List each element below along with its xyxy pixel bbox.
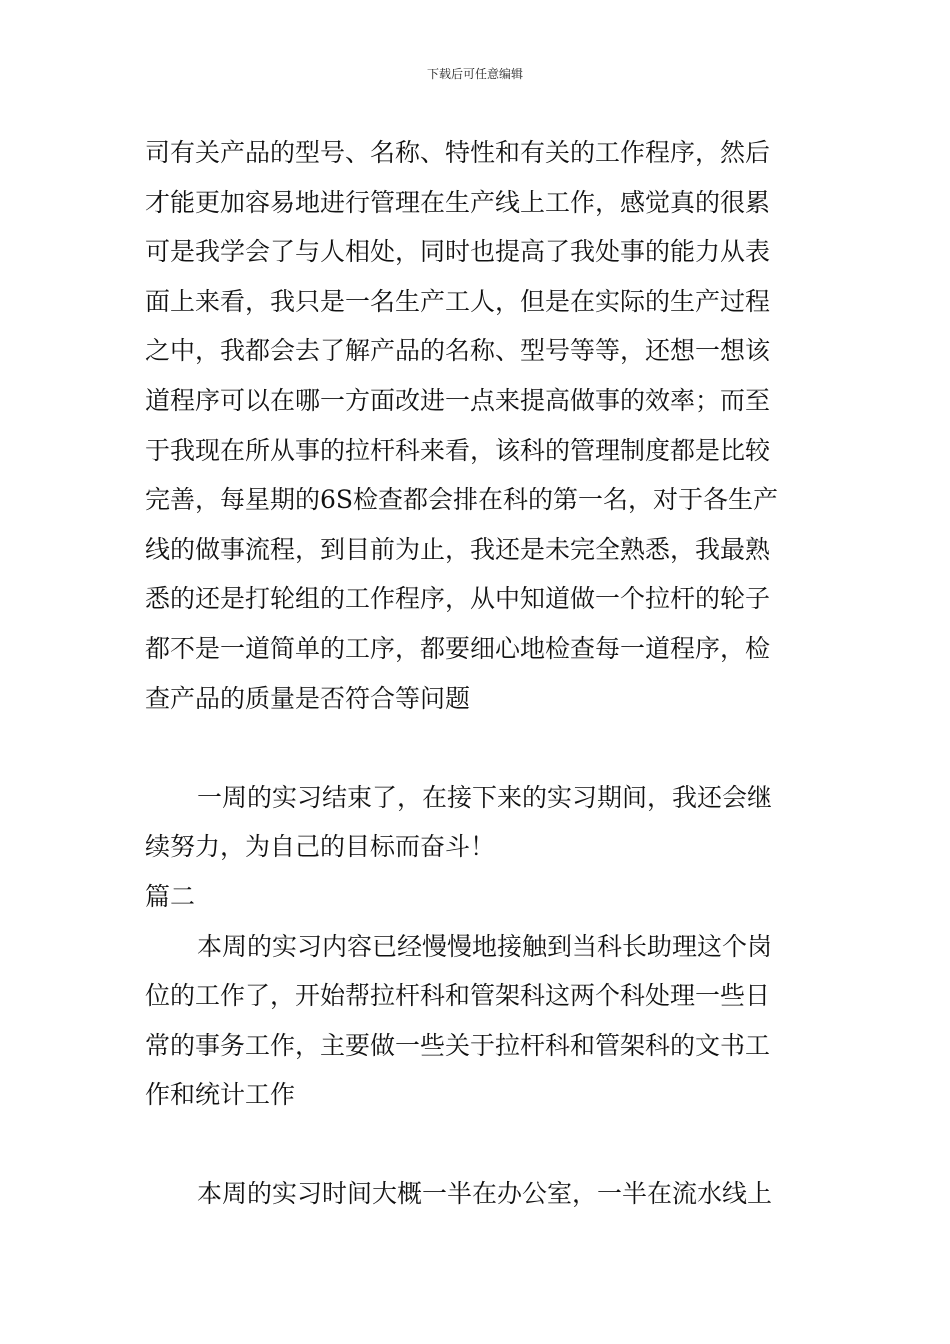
text-line: 完善，每星期的6S检查都会排在科的第一名，对于各生产 (145, 485, 779, 515)
page-header: 下载后可任意编辑 (426, 67, 523, 81)
text-line: 一周的实习结束了，在接下来的实习期间，我还会继 (197, 782, 773, 812)
paragraph-3 (145, 922, 815, 1120)
text-line: 才能更加容易地进行管理在生产线上工作，感觉真的很累 (145, 187, 771, 217)
text-line: 常的事务工作，主要做一些关于拉杆科和管架科的文书工 (145, 1030, 771, 1060)
text-line: 司有关产品的型号、名称、特性和有关的工作程序，然后 (145, 138, 771, 167)
blank-line (145, 1120, 815, 1170)
text-line: 线的做事流程，到目前为止，我还是未完全熟悉，我最熟 (145, 534, 771, 564)
text-line: 于我现在所从事的拉杆科来看，该科的管理制度都是比较 (145, 435, 771, 465)
text-line: 本周的实习时间大概一半在办公室，一半在流水线上 (197, 1179, 773, 1209)
text-line: 作和统计工作 (145, 1080, 296, 1110)
section-title: 篇二 (145, 881, 196, 911)
text-line: 查产品的质量是否符合等问题 (145, 683, 471, 713)
text-line: 道程序可以在哪一方面改进一点来提高做事的效率；而至 (145, 385, 771, 415)
text-line: 续努力，为自己的目标而奋斗！ (145, 832, 496, 862)
blank-line (145, 723, 815, 773)
text-line: 位的工作了，开始帮拉杆科和管架科这两个科处理一些日 (145, 981, 771, 1011)
text-line: 可是我学会了与人相处，同时也提高了我处事的能力从表 (145, 237, 771, 267)
text-line: 本周的实习内容已经慢慢地接触到当科长助理这个岗 (197, 931, 773, 961)
paragraph-1 (145, 128, 815, 723)
text-line: 悉的还是打轮组的工作程序，从中知道做一个拉杆的轮子 (145, 584, 771, 614)
text-line: 都不是一道简单的工序，都要细心地检查每一道程序，检 (145, 633, 771, 663)
document-body (145, 128, 815, 1219)
text-line: 面上来看，我只是一名生产工人，但是在实际的生产过程 (145, 286, 771, 316)
paragraph-2 (145, 773, 815, 872)
paragraph-4 (145, 1169, 815, 1219)
text-line: 之中，我都会去了解产品的名称、型号等等，还想一想该 (145, 336, 771, 366)
